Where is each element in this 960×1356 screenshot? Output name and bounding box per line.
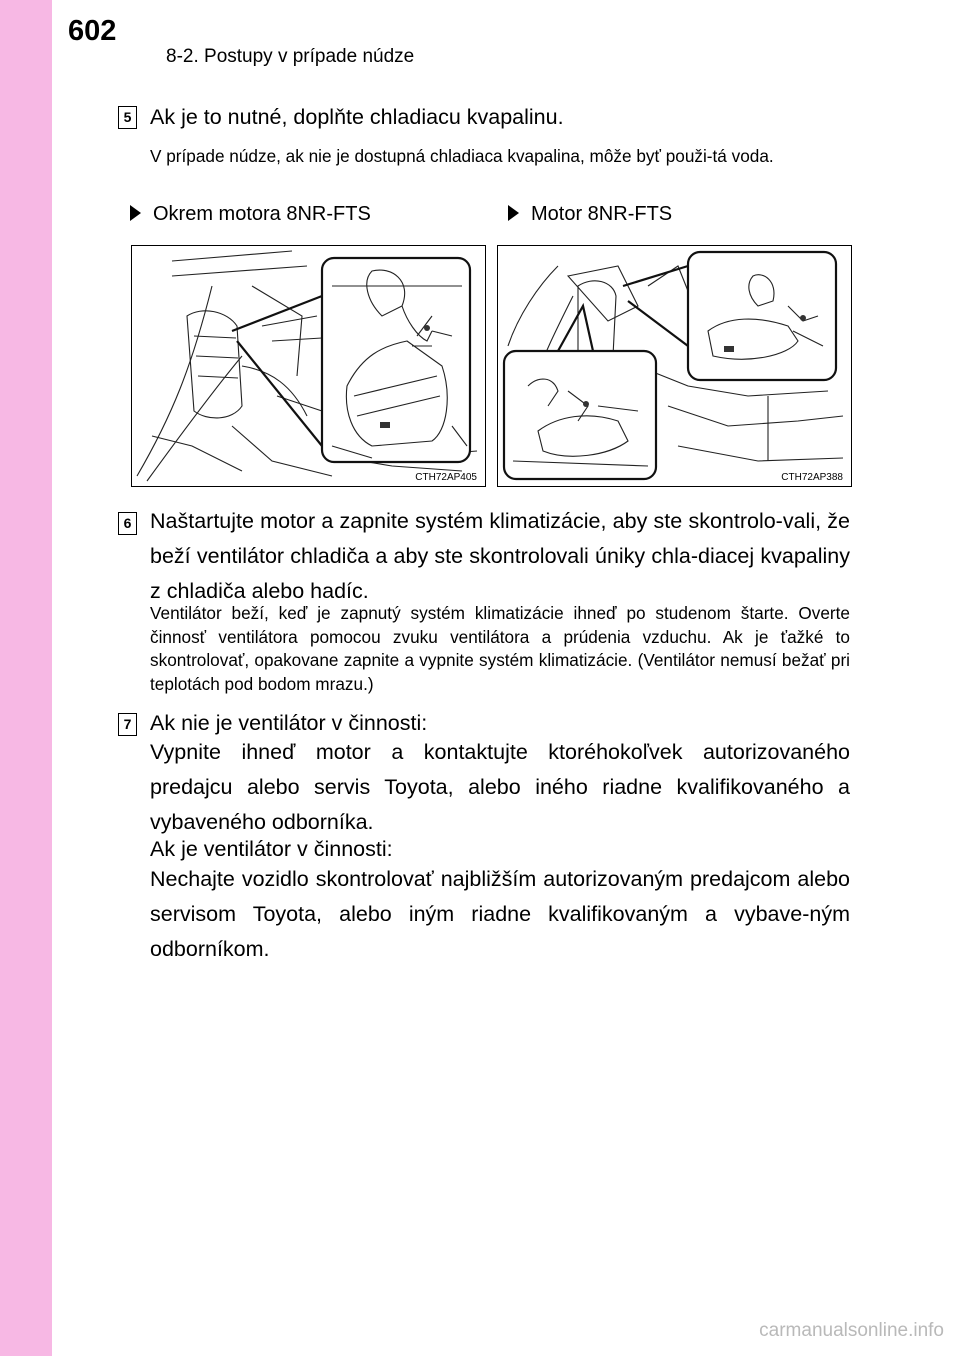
engine-illustration-2 [497, 245, 852, 487]
step-6-note: Ventilátor beží, keď je zapnutý systém klimatizácie ihneď po studenom štarte. Overte činnosť ventilátora pomocou zvuku ventilátora a prúdenia vzduchu. Ak je ťažké to skontrolovať, opakovane zapnite a vypnite systém klimatizácie. (Ventilátor nemusí bežať pri teplotách pod bodom mrazu.) [150, 603, 850, 694]
triangle-bullet-icon [508, 205, 519, 221]
coolant-reservoir-drawing-1 [132, 246, 485, 486]
step-7-line-3: Ak je ventilátor v činnosti: [150, 837, 393, 861]
figure-label-2: Motor 8NR-FTS [508, 203, 672, 226]
section-title: 8-2. Postupy v prípade núdze [166, 46, 415, 67]
step-7-line-2: Vypnite ihneď motor a kontaktujte ktoréhokoľvek autorizovaného predajcu alebo servis Toyota, alebo iného riadne kvalifikovaného a vybaveného odborníka. [150, 740, 850, 834]
coolant-reservoir-drawing-2 [498, 246, 851, 486]
figure-label-1: Okrem motora 8NR-FTS [130, 203, 371, 226]
step-7-line-4: Nechajte vozidlo skontrolovať najbližším autorizovaným predajcom alebo servisom Toyota, alebo iným riadne kvalifikovaným a vybave-ným odborníkom. [150, 867, 850, 961]
figure-code-1: CTH72AP405 [415, 472, 477, 483]
side-color-band [0, 0, 52, 1356]
step-number-6: 6 [118, 512, 137, 535]
step-5-text: Ak je to nutné, doplňte chladiacu kvapalinu. [150, 105, 564, 129]
step-7-line-1: Ak nie je ventilátor v činnosti: [150, 711, 428, 735]
figure-code-2: CTH72AP388 [781, 472, 843, 483]
step-number-7: 7 [118, 713, 137, 736]
page-header [0, 0, 960, 80]
step-5-note: V prípade núdze, ak nie je dostupná chladiaca kvapalina, môže byť použi-tá voda. [150, 146, 774, 166]
step-6-text: Naštartujte motor a zapnite systém klimatizácie, aby ste skontrolo-vali, že beží ventilátor chladiča a aby ste skontrolovali úniky chla-diacej kvapaliny z chladiča alebo hadíc. [150, 509, 850, 603]
step-number-5: 5 [118, 106, 137, 129]
page-number: 602 [68, 15, 117, 47]
triangle-bullet-icon [130, 205, 141, 221]
engine-illustration-1 [131, 245, 486, 487]
watermark: carmanualsonline.info [759, 1320, 944, 1341]
